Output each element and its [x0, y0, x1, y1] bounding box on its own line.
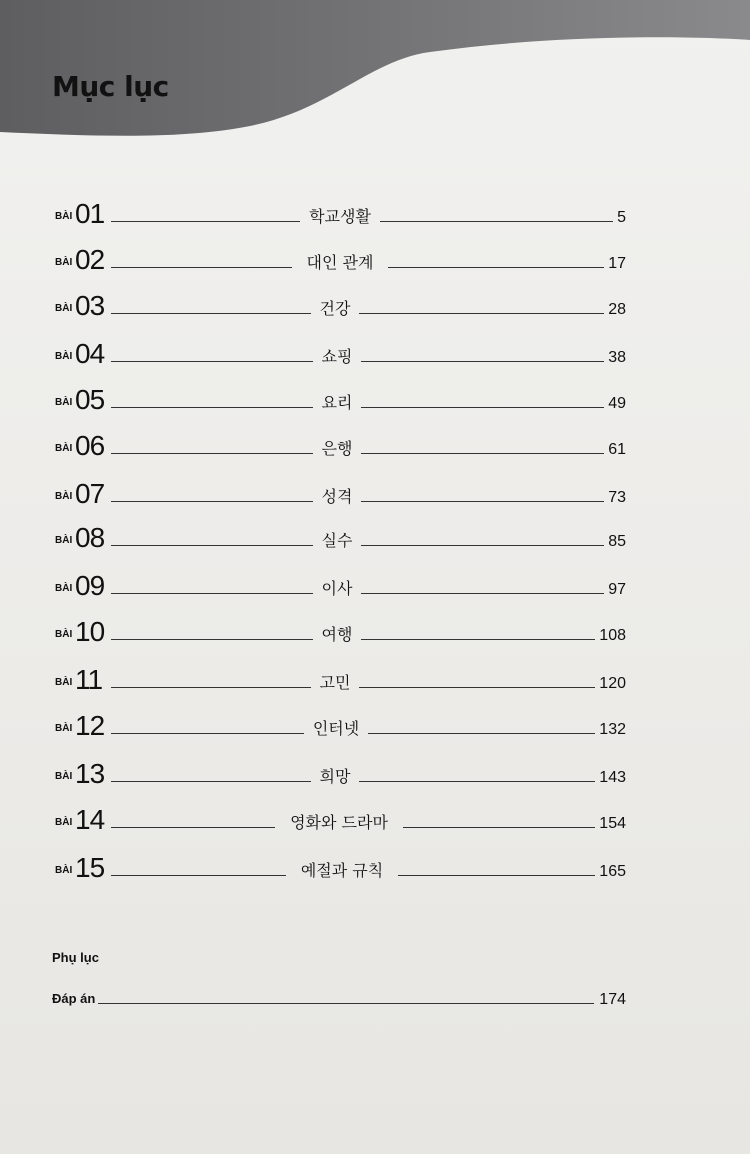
lesson-number: 06: [75, 430, 105, 461]
lesson-number: 11: [75, 664, 103, 695]
leader-line: [368, 733, 595, 734]
leader-line: [361, 501, 604, 502]
lesson-number: 02: [75, 244, 105, 275]
toc-entry[interactable]: [0, 560, 750, 600]
leader-line: [403, 827, 595, 828]
leader-line: [111, 639, 313, 640]
lesson-title: 쇼핑: [321, 347, 353, 366]
lesson-page: 143: [599, 769, 626, 786]
lesson-title: 인터넷: [312, 719, 360, 738]
lesson-prefix: BÀI: [55, 491, 73, 502]
lesson-title: 고민: [319, 673, 351, 692]
lesson-page: 165: [599, 863, 626, 880]
toc-entry[interactable]: [0, 654, 750, 694]
lesson-prefix: BÀI: [55, 677, 73, 688]
leader-line: [361, 639, 595, 640]
leader-line: [111, 687, 311, 688]
leader-line: [359, 781, 595, 782]
toc-entry[interactable]: [0, 700, 750, 740]
leader-line: [361, 545, 604, 546]
toc-entry[interactable]: [0, 512, 750, 552]
lesson-title: 학교생활: [309, 207, 371, 226]
lesson-page: 61: [608, 441, 626, 458]
lesson-prefix: BÀI: [55, 397, 73, 408]
toc-entry[interactable]: [0, 420, 750, 460]
lesson-page: 97: [608, 581, 626, 598]
lesson-page: 38: [608, 349, 626, 366]
lesson-title: 이사: [321, 579, 353, 598]
leader-line: [398, 875, 595, 876]
lesson-page: 49: [608, 395, 626, 412]
leader-line: [361, 453, 604, 454]
lesson-number: 03: [75, 290, 105, 321]
lesson-number: 09: [75, 570, 105, 601]
lesson-title: 요리: [321, 393, 353, 412]
lesson-title: 희망: [319, 767, 351, 786]
leader-line: [111, 593, 313, 594]
toc-entry[interactable]: [0, 748, 750, 788]
lesson-number: 12: [75, 710, 105, 741]
lesson-page: 28: [608, 301, 626, 318]
lesson-page: 108: [599, 627, 626, 644]
leader-line: [111, 545, 313, 546]
lesson-title: 영화와 드라마: [290, 813, 388, 832]
leader-line: [98, 1003, 594, 1004]
leader-line: [359, 687, 595, 688]
lesson-title: 실수: [321, 531, 353, 550]
lesson-title: 건강: [319, 299, 351, 318]
lesson-page: 120: [599, 675, 626, 692]
lesson-prefix: BÀI: [55, 817, 73, 828]
lesson-title: 은행: [321, 439, 353, 458]
leader-line: [361, 593, 604, 594]
leader-line: [111, 501, 313, 502]
lesson-number: 13: [75, 758, 105, 789]
page-title: Mục lục: [52, 70, 169, 103]
leader-line: [111, 361, 313, 362]
lesson-number: 10: [75, 616, 105, 647]
lesson-page: 85: [608, 533, 626, 550]
lesson-page: 17: [608, 255, 626, 272]
lesson-prefix: BÀI: [55, 865, 73, 876]
toc-entry[interactable]: [0, 606, 750, 646]
lesson-prefix: BÀI: [55, 303, 73, 314]
lesson-title: 예절과 규칙: [300, 861, 384, 880]
lesson-prefix: BÀI: [55, 535, 73, 546]
lesson-number: 08: [75, 522, 105, 553]
lesson-number: 15: [75, 852, 105, 883]
lesson-prefix: BÀI: [55, 629, 73, 640]
toc-entry[interactable]: [0, 794, 750, 834]
leader-line: [111, 827, 275, 828]
lesson-number: 04: [75, 338, 105, 369]
lesson-number: 05: [75, 384, 105, 415]
leader-line: [111, 875, 286, 876]
lesson-prefix: BÀI: [55, 723, 73, 734]
lesson-number: 14: [75, 804, 105, 835]
lesson-title: 성격: [321, 487, 353, 506]
toc-entry[interactable]: [0, 234, 750, 274]
toc-entry[interactable]: [0, 328, 750, 368]
toc-entry[interactable]: [0, 468, 750, 508]
leader-line: [111, 733, 304, 734]
lesson-page: 132: [599, 721, 626, 738]
leader-line: [380, 221, 613, 222]
lesson-prefix: BÀI: [55, 771, 73, 782]
leader-line: [111, 313, 311, 314]
leader-line: [111, 407, 313, 408]
lesson-prefix: BÀI: [55, 257, 73, 268]
leader-line: [111, 453, 313, 454]
toc-entry[interactable]: [0, 842, 750, 882]
toc-entry[interactable]: [0, 374, 750, 414]
appendix-entry-label: Đáp án: [52, 991, 96, 1006]
leader-line: [111, 221, 300, 222]
toc-entry[interactable]: [0, 280, 750, 320]
appendix-entry-page: 174: [599, 991, 626, 1008]
toc-entry[interactable]: [0, 188, 750, 228]
appendix-entry[interactable]: [0, 980, 750, 1010]
leader-line: [361, 407, 604, 408]
lesson-page: 154: [599, 815, 626, 832]
lesson-prefix: BÀI: [55, 351, 73, 362]
lesson-title: 대인 관계: [306, 253, 374, 272]
leader-line: [361, 361, 604, 362]
lesson-prefix: BÀI: [55, 583, 73, 594]
lesson-number: 07: [75, 478, 105, 509]
leader-line: [388, 267, 604, 268]
leader-line: [111, 781, 311, 782]
lesson-title: 여행: [321, 625, 353, 644]
leader-line: [111, 267, 292, 268]
lesson-prefix: BÀI: [55, 443, 73, 454]
lesson-page: 73: [608, 489, 626, 506]
leader-line: [359, 313, 604, 314]
lesson-number: 01: [75, 198, 105, 229]
lesson-page: 5: [617, 209, 626, 226]
appendix-heading: Phụ lục: [52, 950, 99, 965]
lesson-prefix: BÀI: [55, 211, 73, 222]
